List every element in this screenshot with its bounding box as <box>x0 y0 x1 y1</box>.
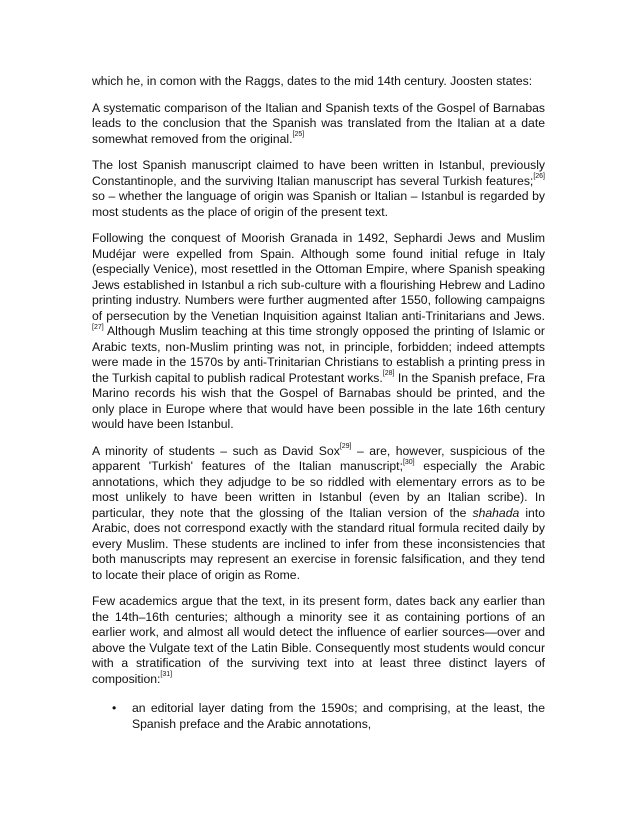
text-run: Although Muslim teaching at this time strongly opposed the printing of Islamic or Arabic texts, non-Muslim printing was not, in principle, forbidden; indeed attempts were made in the 1570s by anti-Trinitarian Christians to establish a printing press in the Turkish capital to publish radical Protestant works. <box>92 324 545 385</box>
paragraph <box>92 101 545 148</box>
paragraph <box>92 74 545 90</box>
footnote-ref[interactable]: [27] <box>92 323 104 331</box>
list-item <box>92 701 545 732</box>
text-run: especially the Arabic annotations, which they adjudge to be so riddled with elementary errors as to be most unlikely to have been written in Istanbul (even by an Italian scribe). In particular, they note that the glossing of the Italian version of the <box>92 459 545 520</box>
text-run: In the Spanish preface, Fra Marino records his wish that the Gospel of Barnabas should be printed, and the only place in Europe where that would have been possible in the late 16th century would have been Istanbul. <box>92 370 545 431</box>
paragraph <box>92 158 545 220</box>
footnote-ref[interactable]: [25] <box>292 131 305 139</box>
paragraph <box>92 231 545 433</box>
footnote-ref[interactable]: [30] <box>402 458 415 466</box>
footnote-ref[interactable]: [31] <box>160 671 173 679</box>
text-run: A systematic comparison of the Italian and Spanish texts of the Gospel of Barnabas leads to the conclusion that the Spanish was translated from the Italian at a date somewhat removed from the original. <box>92 100 545 146</box>
body-text <box>92 74 545 687</box>
bullet-list <box>92 701 545 732</box>
text-run: into Arabic, does not correspond exactly with the standard ritual formula recited daily by every Muslim. These students are inclined to infer from these inconsistencies that both manuscripts may represent an exercise in forensic falsification, and they tend to locate their place of origin as Rome. <box>92 505 545 582</box>
bullet-text: an editorial layer dating from the 1590s; and comprising, at the least, the Spanish preface and the Arabic annotations, <box>132 701 545 731</box>
italic-term: shahada <box>472 505 520 520</box>
paragraph <box>92 444 545 584</box>
text-run: – are, however, suspicious of the apparent 'Turkish' features of the Italian manuscript; <box>92 443 545 473</box>
footnote-ref[interactable]: [29] <box>339 443 352 451</box>
text-run: which he, in comon with the Raggs, dates to the mid 14th century. Joosten states: <box>92 74 533 88</box>
footnote-ref[interactable]: [28] <box>382 370 395 378</box>
text-run: so – whether the language of origin was Spanish or Italian – Istanbul is regarded by most students as the place of origin of the present text. <box>92 189 545 219</box>
footnote-ref[interactable]: [26] <box>533 173 545 181</box>
bullet-icon: • <box>112 701 117 715</box>
text-run: Following the conquest of Moorish Granada in 1492, Sephardi Jews and Muslim Mudéjar were expelled from Spain. Although some found initial refuge in Italy (especially Venice), most resettled in the Ottoman Empire, where Spanish speaking Jews established in Istanbul a rich sub-culture with a flourishing Hebrew and Ladino printing industry. Numbers were further augmented after 1550, following campaigns of persecution by the Venetian Inquisition against Italian anti-Trinitarians and Jews. <box>92 231 545 323</box>
text-run: The lost Spanish manuscript claimed to have been written in Istanbul, previously Constantinople, and the surviving Italian manuscript has several Turkish features; <box>92 158 545 188</box>
text-run: Few academics argue that the text, in its present form, dates back any earlier than the 14th–16th centuries; although a minority see it as containing portions of an earlier work, and almost all would detect the influence of earlier sources—over and above the Vulgate text of the Latin Bible. Consequently most students would concur with a stratification of the surviving text into at least three distinct layers of composition: <box>92 594 545 686</box>
text-run: A minority of students – such as David Sox <box>92 443 340 458</box>
document-page <box>92 74 545 732</box>
paragraph <box>92 594 545 687</box>
